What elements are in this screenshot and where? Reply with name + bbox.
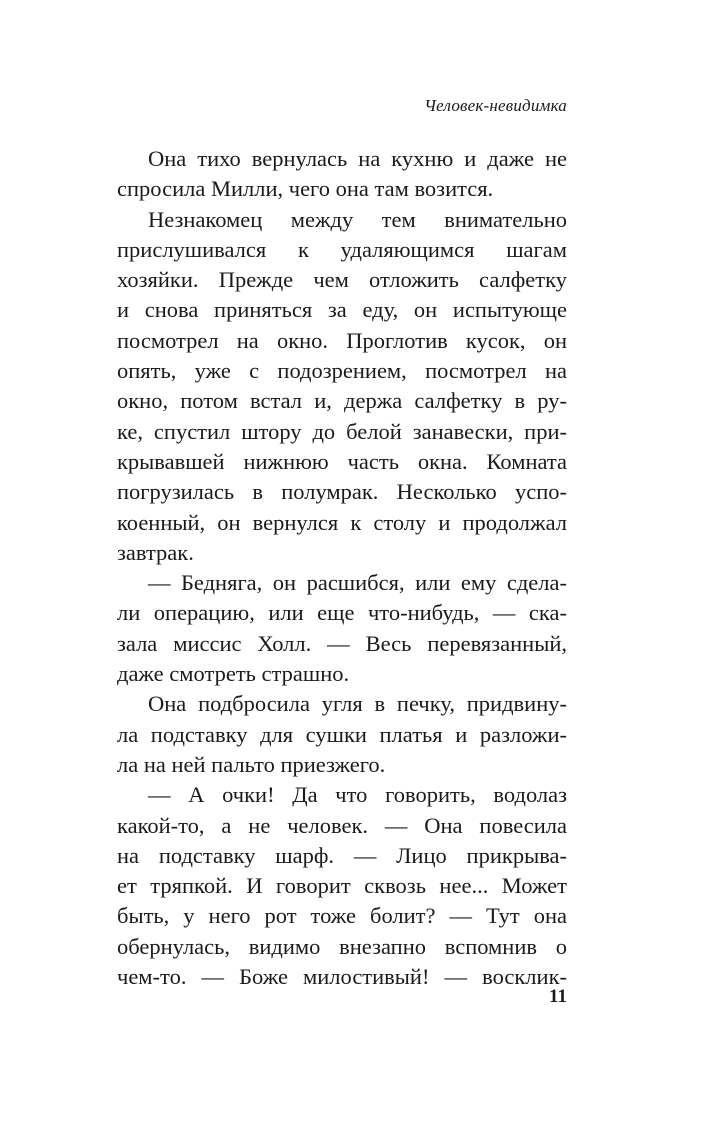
page-number: 11: [549, 986, 567, 1007]
text-line: крывавшей нижнюю часть окна. Комната: [117, 448, 567, 474]
text-line: Она подбросила угля в печку, придвину-: [148, 691, 567, 717]
text-line: спросила Милли, чего она там возится.: [117, 176, 494, 202]
text-line: чем-то. — Боже милостивый! — восклик-: [117, 964, 567, 990]
text-line: — Бедняга, он расшибся, или ему сдела-: [148, 570, 567, 596]
text-line: зала миссис Холл. — Весь перевязанный,: [117, 630, 567, 656]
text-line: на подставку шарф. — Лицо прикрыва-: [117, 842, 567, 868]
text-line: ла на ней пальто приезжего.: [117, 751, 386, 777]
body-text: [117, 144, 567, 992]
text-line: быть, у него рот тоже болит? — Тут она: [117, 903, 567, 929]
text-line: окно, потом встал и, держа салфетку в ру-: [117, 388, 567, 414]
text-line: посмотрел на окно. Проглотив кусок, он: [117, 327, 567, 353]
text-line: ли операцию, или еще что-нибудь, — ска-: [117, 600, 567, 626]
text-line: опять, уже с подозрением, посмотрел на: [117, 358, 567, 384]
text-line: ке, спустил штору до белой занавески, при-: [117, 418, 567, 444]
text-line: обернулась, видимо внезапно вспомнив о: [117, 933, 567, 959]
text-line: какой-то, а не человек. — Она повесила: [117, 812, 567, 838]
text-line: завтрак.: [117, 539, 194, 565]
text-line: коенный, он вернулся к столу и продолжал: [117, 509, 567, 535]
text-line: ет тряпкой. И говорит сквозь нее... Может: [117, 873, 567, 899]
text-line: погрузилась в полумрак. Несколько успо-: [117, 479, 567, 505]
text-line: и снова приняться за еду, он испытующе: [117, 297, 567, 323]
text-line: хозяйки. Прежде чем отложить салфетку: [117, 267, 567, 293]
running-head: Человек-невидимка: [424, 96, 567, 115]
text-line: прислушивался к удаляющимся шагам: [117, 236, 567, 262]
text-line: Незнакомец между тем внимательно: [148, 206, 567, 232]
text-line: даже смотреть страшно.: [117, 661, 350, 687]
text-line: Она тихо вернулась на кухню и даже не: [148, 146, 567, 171]
text-line: — А очки! Да что говорить, водолаз: [148, 782, 567, 808]
text-line: ла подставку для сушки платья и разложи-: [117, 721, 567, 747]
